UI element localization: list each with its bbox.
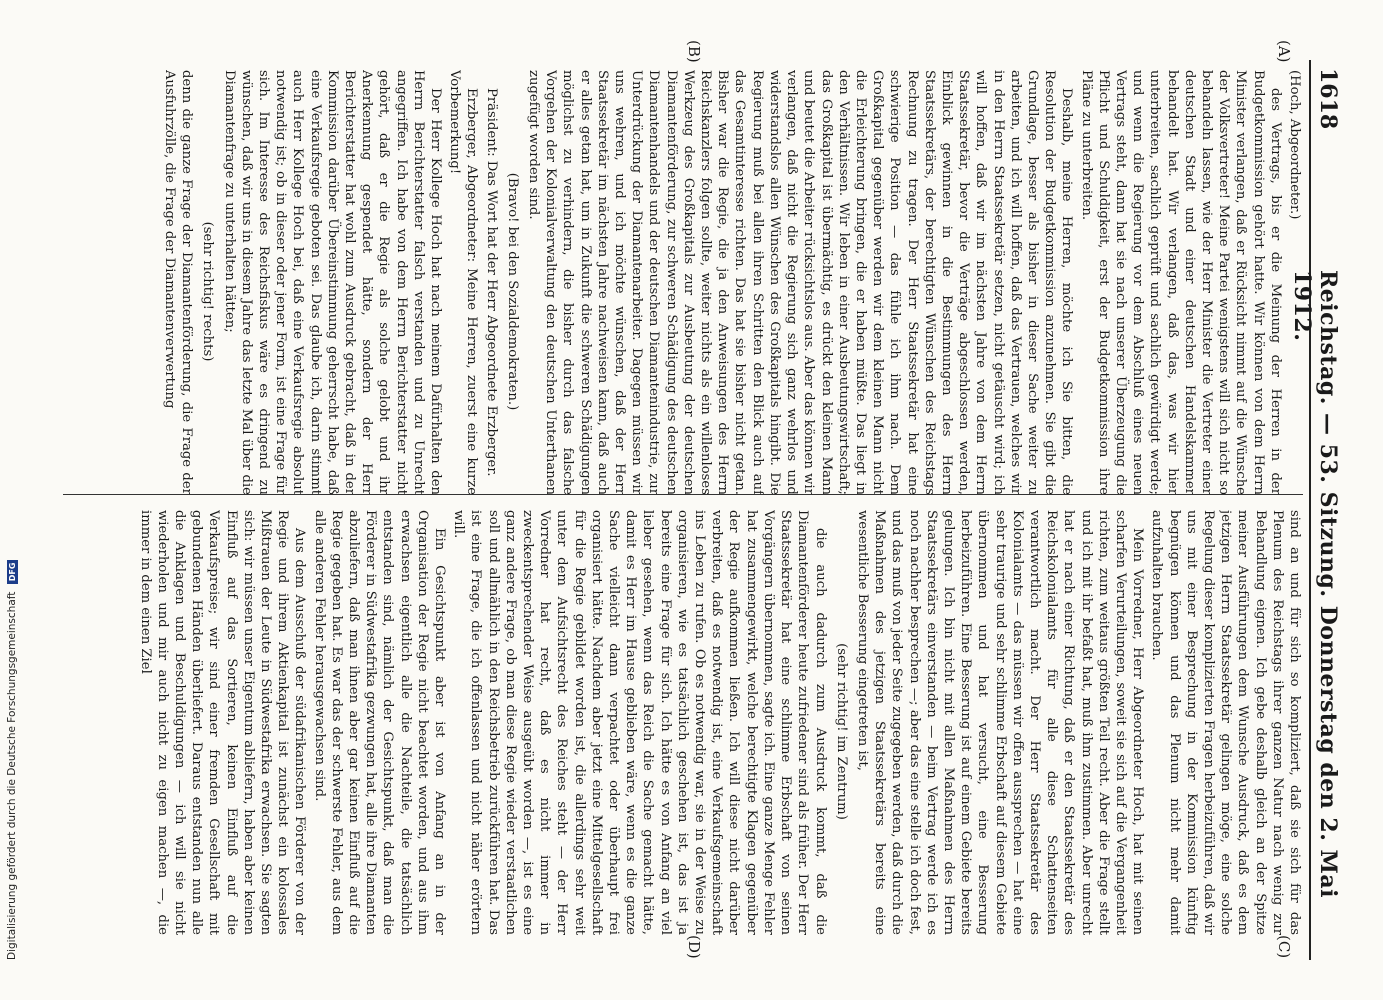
left-column bbox=[48, 70, 1303, 495]
margin-mark-d: (D) bbox=[685, 935, 703, 959]
left-column-paragraph: (Hoch, Abgeordneter.) bbox=[1287, 70, 1302, 220]
left-column-paragraph: Der Herr Kollege Hoch hat nach meinem Dafürhalten den Herrn Berichterstatter falsch verstanden und zu Unrecht angegriffen. Ich habe von dem Herrn Berichterstatter nicht gehört, daß er die Regie als solche gelobt und ihr Anerkennung gespendet hätte, sondern der Herr Berichterstatter hat wohl zum Ausdruck gebracht, daß in der Kommission darüber Übereinstimmung geherrscht habe, daß eine Verkaufsregie geboten sei. Das glaube ich, darin stimmt auch Herr Kollege Hoch bei, daß eine Verkaufsregie absolut notwendig ist; ob in dieser oder jener Form, ist eine Frage für sich. Im Interesse des Reichsfiskus wäre es dringend zu wünschen, daß wir uns in diesem Jahre das letzte Mal über die Diamantenfrage zu unterhalten hätten; bbox=[221, 70, 444, 495]
credit-text: Digitalisierung gefördert durch die Deutsche Forschungsgemeinschaft bbox=[6, 591, 18, 960]
left-column-paragraph: Erzberger, Abgeordneter: Meine Herren, zuerst eine kurze Vorbemerkung! bbox=[447, 70, 480, 495]
left-column-paragraph: (Bravo! bei den Sozialdemokraten.) bbox=[504, 172, 520, 411]
left-column-paragraph: (sehr richtig! rechts) bbox=[200, 221, 216, 362]
page-number: 1618 bbox=[1315, 68, 1341, 130]
margin-mark-b: (B) bbox=[685, 40, 703, 63]
dfg-logo: DFG bbox=[7, 560, 18, 585]
right-column-paragraph: Aus dem Ausschuß der südafrikanischen Förderer von der Regie und ihrem Aktienkapital ist zunächst ein kolossales Mißtrauen der Leute in Südwestafrika erwachsen. Sie sagten sich: wir müssen unser Eigentum abliefern, haben aber keinen Einfluß auf das Sortieren, keinen Einfluß auf die Verkaufspreise; wir sind einer fremden Gesellschaft mit gebundenen Händen überliefert. Daraus entstanden nun alle die Anklagen und Beschuldigungen — ich will sie nicht wiederholen und mir auch nicht zu eigen machen —, die immer in dem einen Ziel bbox=[137, 510, 308, 935]
left-column-paragraph: Präsident: Das Wort hat der Herr Abgeordnete Erzberger. bbox=[483, 88, 499, 477]
right-column bbox=[48, 510, 1303, 935]
right-column-paragraph: Mein Vorredner, Herr Abgeordneter Hoch, hat mit seinen scharfen Verurteilungen, soweit sie sich auf die Vergangenheit richten, zum weitaus größten Teil recht. Aber die Frage stellt und ich mit ihr befaßt hat, muß ihm zustimmen. Aber unrecht hat er nach einer Richtung, daß er den Staatssekretär des Reichskolonialamts für alle diese Schattenseiten verantwortlich macht. Der Herr Staatssekretär des Kolonialamts — das müssen wir offen aussprechen — hat eine sehr traurige und sehr schlimme Erbschaft auf diesem Gebiete übernommen und hat versucht, eine Besserung herbeizuführen. Eine Besserung ist auf einem Gebiete bereits gelungen. Ich bin nicht mit allen Maßnahmen des Herrn Staatssekretärs einverstanden — beim Vertrag werde ich es noch nachher besprechen —; aber das eine stelle ich doch fest, und das muß von jeder Seite zugegeben werden, daß durch die Maßnahmen des jetzigen Staatssekretärs bereits eine wesentliche Besserung eingetreten ist, bbox=[854, 510, 1146, 935]
right-column-paragraph: die auch dadurch zum Ausdruck kommt, daß die Diamantenförderer heute zufriedener sind als früher. Der Herr Staatssekretär hat eine schlimme Erbschaft von seinen Vorgängern übernommen, sagte ich. Eine ganze Menge Fehler hat zusammengewirkt, welche berechtigte Klagen gegenüber der Regie aufkommen ließen. Ich will diese nicht darüber verbreiten, daß es notwendig ist, eine Verkaufsgemeinschaft ins Leben zu rufen. Ob es notwendig war, sie in der Weise zu organisieren, wie es tatsächlich geschehen ist, das ist ja bereits eine Frage für sich. Ich hätte es von Anfang an viel lieber gesehen, wenn das Reich die Sache gemacht hätte, damit es Herr im Hause geblieben wäre, wenn es die ganze Sache vielleicht dann verpachtet oder überhaupt frei organisiert hätte. Nachdem aber jetzt eine Mittelgesellschaft für die Regie gebildet worden ist, die allerdings sehr weit unter dem Aufsichtsrecht des Reiches steht — der Herr Vorredner hat recht, daß es nicht immer in zweckentsprechender Weise ausgeübt worden —, ist es eine ganz andere Frage, ob man diese Regie wieder verstaatlichen soll und allmählich in den Reichsbetrieb zurückführen hat. Das ist eine Frage, die ich offenlassen und nicht näher erörtern will. bbox=[451, 510, 828, 935]
right-column-paragraph: (sehr richtig! im Zentrum) bbox=[833, 643, 849, 820]
right-column-paragraph: Ein Gesichtspunkt aber ist von Anfang an in der Organisation der Regie nicht beachtet worden, und aus ihm erwachsen eigentlich alle die Nachteile, die tatsächlich entstanden sind, nämlich der Gesichtspunkt, daß man die Förderer in Südwestafrika gezwungen hat, alle ihre Diamanten abzuliefern, daß man ihnen aber gar keinen Einfluß auf die Regie gegeben hat. Es war das der schwerste Fehler, aus dem alle anderen Fehler herausgewachsen sind. bbox=[311, 510, 448, 935]
left-column-paragraph: des Vertrags, bis er die Meinung der Herren in der Budgetkommission gehört hatte. Wir können von dem Herrn Minister verlangen, daß er Rücksicht nimmt auf die Wünsche der Volksvertreter! Meine Partei wenigstens will sich nicht so behandeln lassen, wie der Herr Minister die Vertreter einer deutschen Stadt und einer deutschen Handelskammer behandelt hat. Wir verlangen, daß das, was wir hier unterbreiten, sachlich geprüft und sachlich gewürdigt werde; und wenn die Regierung vor dem Abschluß eines neuen Vertrags steht, dann hat sie nach unserer Überzeugung die Pflicht und Schuldigkeit, erst der Budgetkommission ihre Pläne zu unterbreiten. bbox=[1078, 70, 1283, 495]
margin-mark-a: (A) bbox=[1275, 40, 1293, 63]
right-column-paragraph: sind an und für sich so kompliziert, daß sie sich für das Plenum des Reichstags ihrer ganzen Natur nach wenig zur Behandlung eignen. Ich gebe deshalb gleich an der Spitze meiner Ausführungen dem Wunsche Ausdruck, daß es dem jetzigen Herrn Staatssekretär gelingen möge, eine solche Regelung dieser komplizierten Fragen herbeizuführen, daß wir uns mit einer Besprechung in der Kommission künftig begnügen können und das Plenum nicht mehr damit aufzuhalten brauchen. bbox=[1149, 510, 1302, 935]
dfg-credit-line bbox=[6, 0, 18, 1000]
running-title: Reichstag. — 53. Sitzung. Donnerstag den 2. Mai 1912. bbox=[1289, 270, 1341, 899]
left-column-paragraph: denn die ganze Frage der Diamantenförderung, die Frage der Ausfuhrzölle, die Frage der Diamantenverwertung bbox=[162, 70, 195, 495]
left-column-paragraph: Deshalb, meine Herren, möchte ich Sie bitten, die Resolution der Budgetkommission anzunehmen. Sie gibt die Grundlage, besser als bisher in dieser Sache weiter zu arbeiten, und ich will hoffen, daß das Vertrauen, welches wir in den Herrn Staatssekretär setzen, nicht getäuscht wird; ich will hoffen, daß wir im nächsten Jahre von dem Herrn Staatssekretär, bevor die Verträge abgeschlossen werden, Einblick gewinnen in die Bestimmungen des Herrn Staatssekretärs, der berechtigten Wünschen des Reichstags Rechnung zu tragen. Der Herr Staatssekretär hat eine schwierige Position — das fühle ich ihm nach. Dem Großkapital gegenüber werden wir dem kleinen Mann nicht die Erleichterung bringen, die er haben müßte. Das liegt in den Verhältnissen. Wir leben in einer Ausbeutungswirtschaft; das Großkapital ist übermächtig, es drückt den kleinen Mann und beutet die Arbeiter rücksichtslos aus. Aber das können wir verlangen, daß nicht die Regierung sich ganz wehrlos und widerstandslos allen Wünschen des Großkapitals hingibt. Die Regierung muß bei allen ihren Schritten den Blick auch auf das Gesamtinteresse richten. Das hat sie bisher nicht getan. Bisher war die Regie, die ja den Anweisungen des Herrn Reichskanzlers folgen sollte, weiter nichts als ein willenloses Werkzeug des Großkapitals zur Ausbeutung der deutschen Diamantenförderung, zur schweren Schädigung des deutschen Diamantenhandels und der deutschen Diamantenindustrie, zur Unterdrückung der Diamantenarbeiter. Dagegen müssen wir uns wehren, und ich möchte wünschen, daß der Herr Staatssekretär im nächsten Jahre nachweisen kann, daß auch er alles getan hat, um in Zukunft die schweren Schädigungen möglichst zu verhindern, die bisher durch das falsche Vorgehen der Kolonialverwaltung den deutschen Unterthanen zugefügt worden sind. bbox=[526, 70, 1075, 495]
margin-mark-c: (C) bbox=[1275, 935, 1293, 959]
column-divider bbox=[63, 494, 1303, 495]
